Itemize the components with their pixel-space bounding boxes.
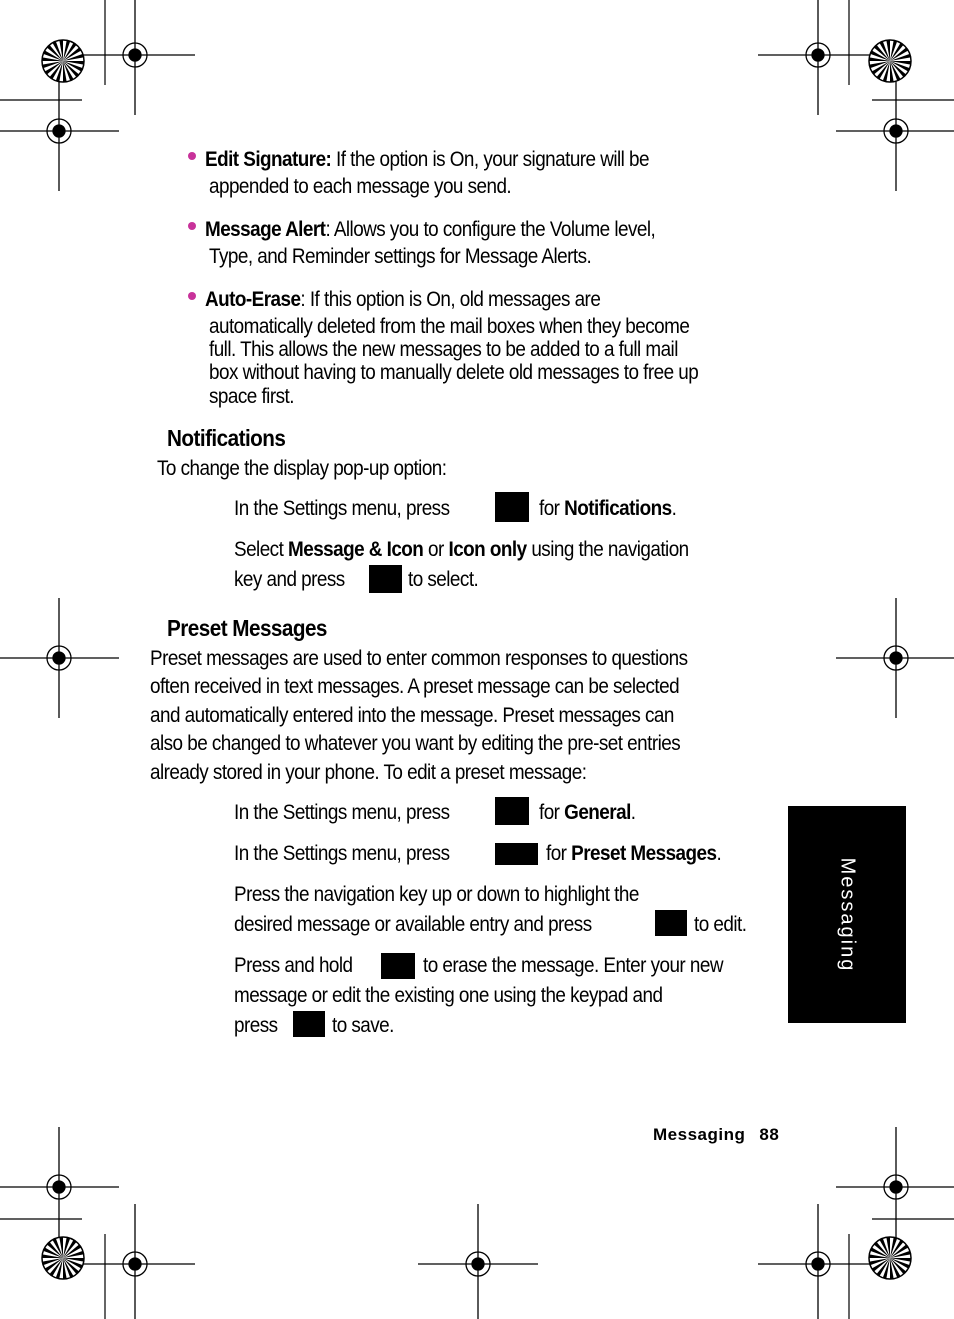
preset-paragraph-line: also be changed to whatever you want by editing the pre-set entries [150,732,681,755]
sunburst-mark-icon [869,1237,911,1279]
page-footer [653,1125,779,1145]
side-tab-label: Messaging [836,857,859,972]
notifications-step2-line2a: key and press [234,568,345,591]
preset-paragraph-line: Preset messages are used to enter common responses to questions [150,647,688,670]
notifications-step1-text: In the Settings menu, press [234,497,450,520]
sunburst-mark-icon [42,1237,84,1279]
registration-target-icon [418,1204,538,1319]
preset-step4-line1a: Press and hold [234,954,353,977]
preset-step4-line3b: to save. [332,1014,394,1037]
preset-paragraph-line: and automatically entered into the message. Preset messages can [150,704,674,727]
registration-target-icon [0,71,119,191]
preset-step1-target: for General. [539,801,636,824]
preset-step4-line3a: press [234,1014,278,1037]
bullet-auto-erase: Auto-Erase: If this option is On, old messages are [205,288,601,311]
bullet-auto-erase-cont: full. This allows the new messages to be added to a full mail [209,338,678,361]
notifications-step2-line1: Select Message & Icon or Icon only using the navigation [234,538,689,561]
bullet-auto-erase-cont: space first. [209,385,294,408]
registration-target-icon [75,1204,195,1319]
notifications-step1-target: for Notifications. [539,497,677,520]
bullet-dot [188,152,196,160]
preset-step4-line2: message or edit the existing one using the keypad and [234,984,663,1007]
bullet-auto-erase-cont: automatically deleted from the mail boxes when they become [209,315,690,338]
preset-step2-text: In the Settings menu, press [234,842,450,865]
bullet-message-alert-cont: Type, and Reminder settings for Message Alerts. [209,245,592,268]
preset-paragraph-line: often received in text messages. A preset message can be selected [150,675,680,698]
menu-key-icon [495,492,529,522]
preset-step3-line2b: to edit. [694,913,747,936]
preset-step2-target: for Preset Messages. [546,842,722,865]
sunburst-mark-icon [42,40,84,82]
preset-paragraph-line: already stored in your phone. To edit a preset message: [150,761,587,784]
preset-step1-text: In the Settings menu, press [234,801,450,824]
section-side-tab [788,806,906,1023]
menu-key-icon [495,797,529,825]
clear-key-icon [381,953,415,979]
bullet-edit-signature-cont: appended to each message you send. [209,175,512,198]
preset-step3-line2a: desired message or available entry and press [234,913,592,936]
registration-target-icon [0,598,119,718]
sunburst-mark-icon [869,40,911,82]
ok-key-icon [655,910,687,936]
registration-target-icon [836,71,954,191]
bullet-dot [188,292,196,300]
preset-step3-line1: Press the navigation key up or down to highlight the [234,883,639,906]
preset-messages-heading: Preset Messages [167,615,327,641]
bullet-auto-erase-cont: box without having to manually delete old messages to free up [209,361,699,384]
registration-target-icon [75,0,195,115]
bullet-edit-signature: Edit Signature: If the option is On, your signature will be [205,148,649,171]
notifications-step2-line2b: to select. [408,568,479,591]
registration-target-icon [758,1204,878,1319]
registration-target-icon [758,0,878,115]
preset-step4-line1b: to erase the message. Enter your new [423,954,723,977]
number-key-icon [495,843,538,865]
ok-key-icon [369,565,402,593]
registration-target-icon [0,1127,119,1247]
bullet-message-alert: Message Alert: Allows you to configure the Volume level, [205,218,656,241]
registration-target-icon [836,1127,954,1247]
registration-target-icon [836,598,954,718]
notifications-intro: To change the display pop-up option: [157,457,447,480]
bullet-dot [188,222,196,230]
page-number: 88 [759,1125,780,1144]
ok-key-icon [293,1011,325,1037]
notifications-heading: Notifications [167,425,286,451]
footer-section: Messaging [653,1125,746,1144]
